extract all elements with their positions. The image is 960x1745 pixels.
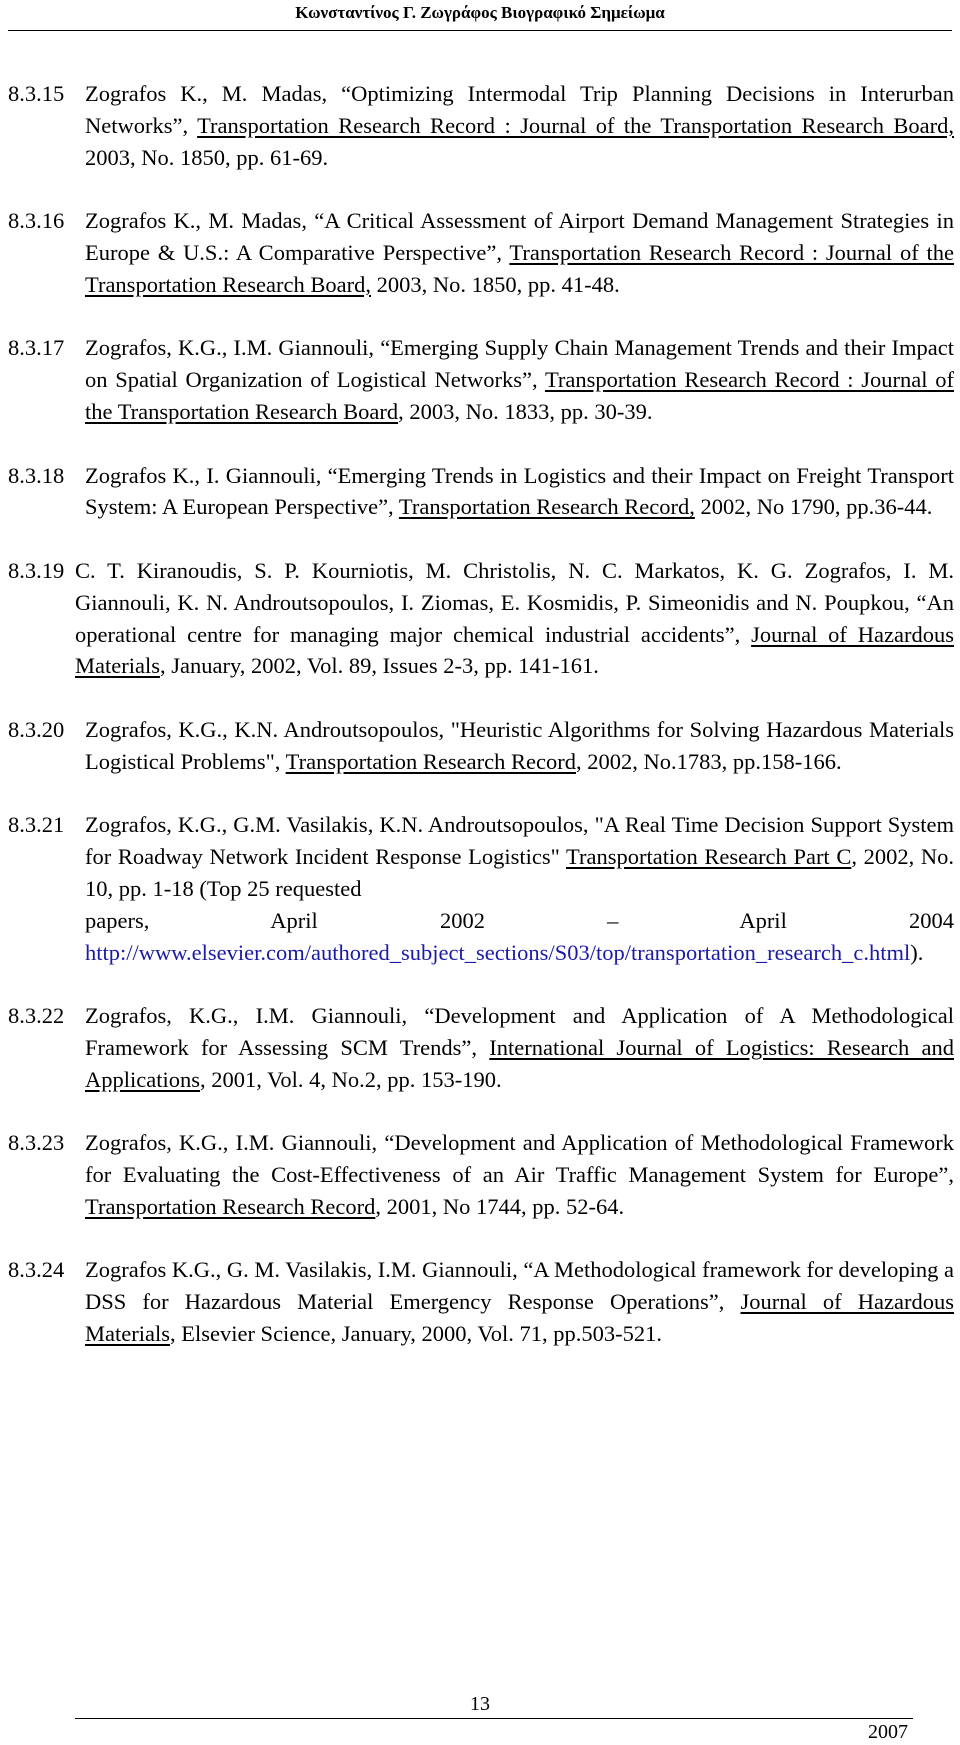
- page-header: Κωνσταντίνος Γ. Ζωγράφος Βιογραφικό Σημείωμα: [295, 3, 665, 22]
- journal-name: Transportation Research Record : Journal of the Transportation Research Board,: [85, 239, 954, 297]
- publication-item-8-3-16: [8, 205, 954, 300]
- publication-details: 2003, No. 1850, pp. 61-69.: [85, 144, 329, 170]
- journal-name: Journal of Hazardous Materials: [85, 1289, 954, 1347]
- publication-authors-title: Zografos, K.G., G.M. Vasilakis, K.N. Androutsopoulos, "A Real Time Decision Support System for Roadway Network Incident Response Logistics": [85, 812, 954, 870]
- publication-authors-title: Zografos, K.G., I.M. Giannouli, “Development and Application of Methodological Framework for Evaluating the Cost-Effectiveness of an Air Traffic Management System for Europe”,: [85, 1130, 954, 1188]
- publication-item-8-3-20: [8, 714, 954, 778]
- publication-details: , Elsevier Science, January, 2000, Vol. 71, pp.503-521.: [169, 1321, 662, 1347]
- publication-item-8-3-17: [8, 332, 954, 427]
- publication-details: , 2002, No.1783, pp.158-166.: [576, 748, 842, 774]
- footer-divider: [75, 1718, 913, 1719]
- link-tail: ).: [910, 939, 924, 965]
- publication-number: 8.3.21: [8, 812, 65, 838]
- publication-item-8-3-24: [8, 1254, 954, 1349]
- publication-item-8-3-18: [8, 460, 954, 524]
- publication-authors-title: Zografos, K.G., I.M. Giannouli, “Development and Application of A Methodological Framework for Assessing SCM Trends”,: [85, 1003, 954, 1060]
- publication-number: 8.3.16: [8, 208, 65, 234]
- journal-name: Transportation Research Record : Journal of the Transportation Research Board,: [197, 112, 954, 138]
- publication-authors-title: Zografos K.G., G. M. Vasilakis, I.M. Giannouli, “A Methodological framework for developing a DSS for Hazardous Material Emergency Response Operations”,: [85, 1257, 954, 1315]
- publication-details: , 2002, No. 10, pp. 1-18 (Top 25 requested: [85, 844, 955, 901]
- publication-authors-title: C. T. Kiranoudis, S. P. Kourniotis, M. Christolis, N. C. Markatos, K. G. Zografos, I. M. Giannouli, K. N. Androutsopoulos, I. Ziomas, E. Kosmidis, P. Simeonidis and N. Poupkou, “An operational centre for managing major chemical industrial accidents”,: [75, 557, 954, 647]
- publication-authors-title: Zografos, K.G., K.N. Androutsopoulos, "Heuristic Algorithms for Solving Hazardous Materials Logistical Problems",: [85, 716, 954, 774]
- journal-name: Transportation Research Record : Journal of the Transportation Research Board: [85, 367, 955, 424]
- publication-number: 8.3.20: [8, 716, 65, 742]
- publication-authors-title: Zografos K., I. Giannouli, “Emerging Trends in Logistics and their Impact on Freight Transport System: A European Perspective”,: [85, 462, 954, 520]
- publication-authors-title: Zografos K., M. Madas, “A Critical Assessment of Airport Demand Management Strategies in Europe & U.S.: A Comparative Perspective”,: [85, 208, 954, 265]
- publication-item-8-3-15: [8, 78, 954, 173]
- publication-details: , 2001, Vol. 4, No.2, pp. 153-190.: [199, 1066, 502, 1092]
- journal-name: Journal of Hazardous Materials: [75, 621, 955, 679]
- header-divider: [8, 30, 952, 31]
- elsevier-link[interactable]: http://www.elsevier.com/authored_subject_sections/S03/top/transportation_research_c.html: [85, 939, 911, 965]
- journal-name: Transportation Research Record: [285, 748, 576, 774]
- top-25-note: papers, April 2002 – April 2004: [85, 907, 954, 933]
- journal-name: International Journal of Logistics: Research and Applications: [85, 1034, 954, 1092]
- publication-details: 2002, No 1790, pp.36-44.: [694, 494, 933, 520]
- journal-name: Transportation Research Record: [85, 1193, 376, 1219]
- publication-list: [8, 78, 954, 1382]
- footer-year: 2007: [868, 1721, 908, 1743]
- publication-item-8-3-19: [8, 555, 954, 682]
- publication-item-8-3-23: [8, 1127, 954, 1222]
- publication-number: 8.3.18: [8, 462, 65, 488]
- publication-item-8-3-22: [8, 1000, 954, 1095]
- publication-number: 8.3.23: [8, 1130, 65, 1156]
- publication-number: 8.3.22: [8, 1003, 65, 1029]
- publication-number: 8.3.15: [8, 81, 65, 106]
- publication-details: , 2003, No. 1833, pp. 30-39.: [398, 398, 653, 424]
- publication-number: 8.3.17: [8, 335, 65, 361]
- publication-authors-title: Zografos K., M. Madas, “Optimizing Intermodal Trip Planning Decisions in Interurban Networks”,: [85, 81, 954, 138]
- page-number: 13: [470, 1693, 490, 1715]
- publication-item-8-3-21: [8, 809, 954, 968]
- publication-number: 8.3.24: [8, 1257, 65, 1283]
- publication-details: 2003, No. 1850, pp. 41-48.: [371, 271, 620, 297]
- publication-details: , January, 2002, Vol. 89, Issues 2-3, pp. 141-161.: [159, 653, 599, 679]
- journal-name: Transportation Research Record,: [398, 494, 695, 520]
- publication-number: 8.3.19: [8, 557, 65, 583]
- publication-authors-title: Zografos, K.G., I.M. Giannouli, “Emerging Supply Chain Management Trends and their Impact on Spatial Organization of Logistical Networks”,: [85, 335, 954, 393]
- journal-name: Transportation Research Part C: [566, 844, 852, 870]
- publication-details: , 2001, No 1744, pp. 52-64.: [375, 1193, 625, 1219]
